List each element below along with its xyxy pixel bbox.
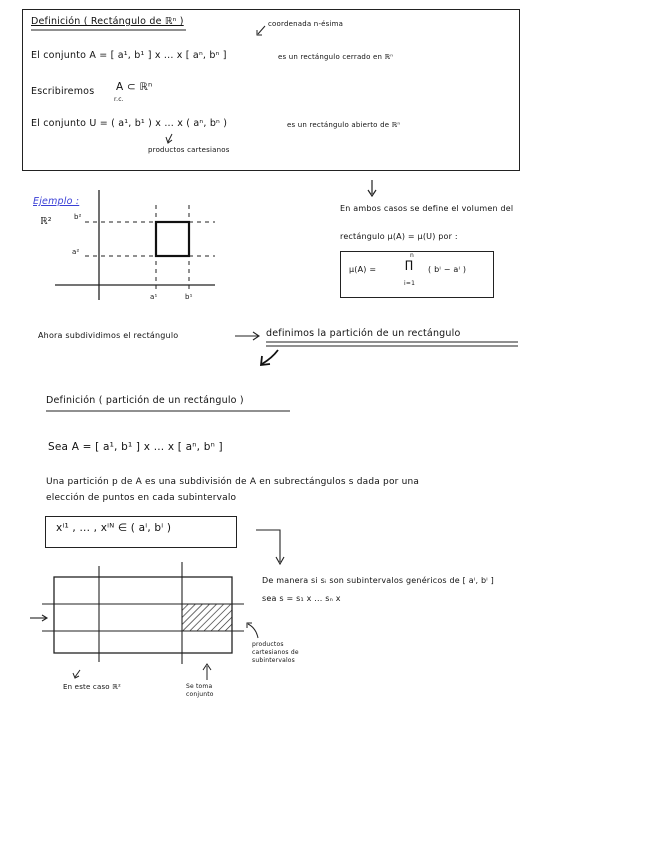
annotation-coordinate: coordenada n-ésima xyxy=(268,20,344,28)
volume-line-2: rectángulo μ(A) = μ(U) por : xyxy=(340,232,458,241)
points-box-text: xⁱ¹ , ... , xⁱᴺ ∈ ( aⁱ, bⁱ ) xyxy=(56,522,172,534)
generic-subintervals-line-2: sea s = s₁ x ... sₙ x xyxy=(262,594,341,603)
definition-line-open-a: El conjunto U = ( a¹, b¹ ) x ... x ( aⁿ, bⁿ ) xyxy=(31,118,228,129)
definition-line-open-b: es un rectángulo abierto de ℝⁿ xyxy=(287,121,401,129)
definition-rectangle-title: Definición ( Rectángulo de ℝⁿ ) xyxy=(31,16,184,27)
example-b1-label: b¹ xyxy=(185,293,193,301)
partition-set-definition: Sea A = [ a¹, b¹ ] x ... x [ aⁿ, bⁿ ] xyxy=(48,441,223,453)
annotation-products-subintervals: productos cartesianos de subintervalos xyxy=(252,641,299,664)
example-rectangle xyxy=(156,222,189,256)
formula-lhs: μ(A) = xyxy=(349,265,377,274)
transition-left: Ahora subdividimos el rectángulo xyxy=(38,331,179,340)
curved-arrow xyxy=(262,350,278,364)
definition-notation-subscript: r.c. xyxy=(114,96,124,103)
example-a2-label: a² xyxy=(72,248,80,256)
volume-line-1: En ambos casos se define el volumen del xyxy=(340,204,514,213)
definition-line-notation-b: A ⊂ ℝⁿ xyxy=(116,81,153,93)
definition-line-closed-a: El conjunto A = [ a¹, b¹ ] x ... x [ aⁿ, bⁿ ] xyxy=(31,50,227,61)
annotation-take-set: Se toma conjunto xyxy=(186,683,214,698)
hatched-subrectangle xyxy=(182,604,232,631)
annotation-case-r2: En este caso ℝ² xyxy=(63,683,121,691)
coordinate-arrow xyxy=(258,26,265,34)
formula-rhs: ( bⁱ − aⁱ ) xyxy=(428,265,467,274)
definition-line-closed-b: es un rectángulo cerrado en ℝⁿ xyxy=(278,53,394,61)
example-a1-label: a¹ xyxy=(150,293,158,301)
example-b2-label: b² xyxy=(74,213,82,221)
definition-line-notation-a: Escribiremos xyxy=(31,86,95,97)
transition-right: definimos la partición de un rectángulo xyxy=(266,328,461,339)
product-symbol: ∏ xyxy=(405,259,414,271)
generic-subintervals-line-1: De manera si sᵢ son subintervalos genéricos de [ aⁱ, bⁱ ] xyxy=(262,576,494,585)
partition-definition-line-2: elección de puntos en cada subintervalo xyxy=(46,493,237,503)
example-label: Ejemplo : xyxy=(33,196,80,207)
product-top-index: n xyxy=(410,252,415,259)
product-bottom-index: i=1 xyxy=(404,280,416,287)
annotation-cartesian-products: productos cartesianos xyxy=(148,146,230,154)
definition-partition-title: Definición ( partición de un rectángulo ) xyxy=(46,395,244,406)
example-space-label: ℝ² xyxy=(40,216,52,227)
partition-definition-line-1: Una partición p de A es una subdivisión de A en subrectángulos s dada por una xyxy=(46,477,420,487)
